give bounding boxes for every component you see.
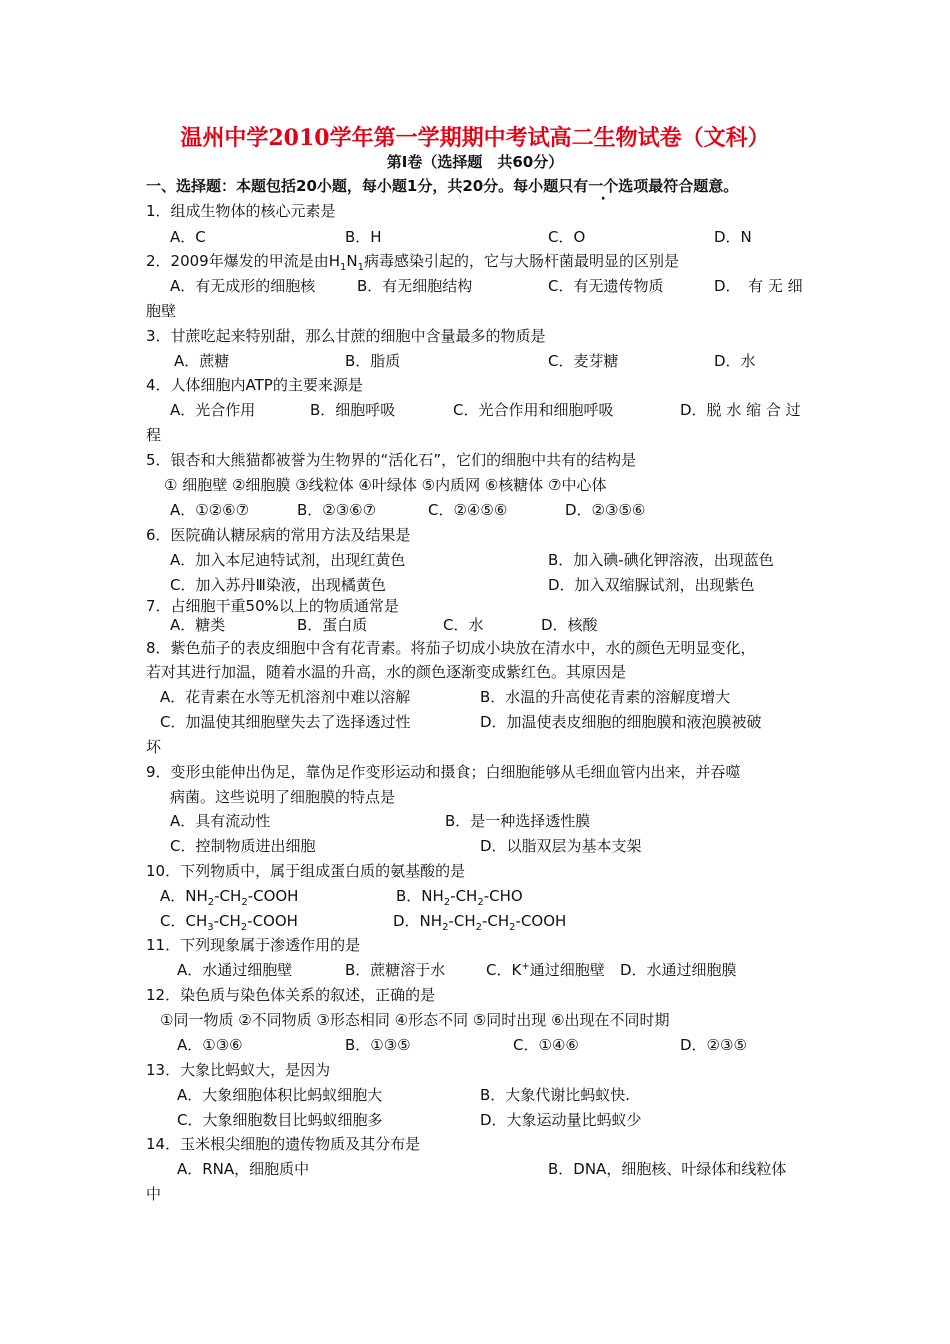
q10-option-d: D．$NH_2-CH_2-CH_2$-COOH xyxy=(393,912,567,933)
q9-option-b: B．是一种选择透性膜 xyxy=(445,812,591,830)
q1-option-c: C．O xyxy=(548,228,586,246)
q14-option-b: B．DNA，细胞核、叶绿体和线粒体 xyxy=(548,1160,787,1178)
q12-option-b: B．①③⑤ xyxy=(345,1036,411,1054)
q11-option-a: A．水通过细胞壁 xyxy=(177,961,293,979)
q2-option-a: A．有无成形的细胞核 xyxy=(170,277,316,295)
q1-option-b: B．H xyxy=(345,228,382,246)
q9-option-d: D．以脂双层为基本支架 xyxy=(480,837,642,855)
q3-option-a: A．蔗糖 xyxy=(174,352,230,370)
q8-option-d-continued: 坏 xyxy=(146,738,162,756)
q8-option-b: B．水温的升高使花青素的溶解度增大 xyxy=(480,688,731,706)
q10-option-c: C．$CH_3-CH_2$-COOH xyxy=(160,912,298,933)
emphasis-marked-text: 一个 xyxy=(588,177,619,195)
q1-stem: 1．组成生物体的核心元素是 xyxy=(146,202,336,220)
paper-subtitle: 第Ⅰ卷（选择题 共60分） xyxy=(386,153,564,171)
q3-option-b: B．脂质 xyxy=(345,352,401,370)
q1-option-a: A．C xyxy=(170,228,206,246)
q8-stem-line2: 若对其进行加温，随着水温的升高，水的颜色逐渐变成紫红色。其原因是 xyxy=(146,663,627,681)
q14-option-b-continued: 中 xyxy=(146,1185,162,1203)
q3-option-d: D．水 xyxy=(714,352,756,370)
q12-option-a: A．①③⑥ xyxy=(177,1036,243,1054)
q12-option-c: C．①④⑥ xyxy=(513,1036,579,1054)
q13-stem: 13．大象比蚂蚁大，是因为 xyxy=(146,1061,331,1079)
q13-option-b: B．大象代谢比蚂蚁快. xyxy=(480,1086,631,1104)
q12-option-d: D．②③⑤ xyxy=(680,1036,747,1054)
q8-option-c: C．加温使其细胞壁失去了选择透过性 xyxy=(160,713,411,731)
q11-option-b: B．蔗糖溶于水 xyxy=(345,961,446,979)
q10-option-a: A．$NH_2-CH_2$-COOH xyxy=(160,887,299,908)
q2-stem: 2．2009年爆发的甲流是由$H_1N_1$病毒感染引起的，它与大肠杆菌最明显的区别是 xyxy=(146,252,679,273)
q9-option-a: A．具有流动性 xyxy=(170,812,271,830)
q2-option-b: B．有无细胞结构 xyxy=(357,277,473,295)
q3-stem: 3．甘蔗吃起来特别甜，那么甘蔗的细胞中含量最多的物质是 xyxy=(146,327,546,345)
q12-items: ①同一物质 ②不同物质 ③形态相同 ④形态不同 ⑤同时出现 ⑥出现在不同时期 xyxy=(160,1011,670,1029)
q1-option-d: D．N xyxy=(714,228,752,246)
q2-option-c: C．有无遗传物质 xyxy=(548,277,664,295)
q4-option-c: C．光合作用和细胞呼吸 xyxy=(453,401,614,419)
q5-option-d: D．②③⑤⑥ xyxy=(565,501,646,519)
q6-option-c: C．加入苏丹Ⅲ染液，出现橘黄色 xyxy=(170,576,386,594)
q3-option-c: C．麦芽糖 xyxy=(548,352,619,370)
q6-option-d: D．加入双缩脲试剂，出现紫色 xyxy=(548,576,755,594)
q6-option-a: A．加入本尼迪特试剂，出现红黄色 xyxy=(170,551,406,569)
page-title: 温州中学2010学年第一学期期中考试高二生物试卷（文科） xyxy=(180,125,770,151)
q8-option-d: D．加温使表皮细胞的细胞膜和液泡膜被破 xyxy=(480,713,762,731)
q7-option-a: A．糖类 xyxy=(170,616,226,634)
q9-stem-line1: 9．变形虫能伸出伪足，靠伪足作变形运动和摄食；白细胞能够从毛细血管内出来，并吞噬 xyxy=(146,763,741,781)
section-heading: 一、选择题：本题包括20小题，每小题1分，共20分。每小题只有一个选项最符合题意。 xyxy=(146,177,739,195)
q5-option-a: A．①②⑥⑦ xyxy=(170,501,250,519)
q4-option-b: B．细胞呼吸 xyxy=(310,401,396,419)
q11-option-d: D．水通过细胞膜 xyxy=(620,961,737,979)
q7-option-d: D．核酸 xyxy=(541,616,598,634)
q6-stem: 6．医院确认糖尿病的常用方法及结果是 xyxy=(146,526,411,544)
q9-option-c: C．控制物质进出细胞 xyxy=(170,837,316,855)
q12-stem: 12．染色质与染色体关系的叙述，正确的是 xyxy=(146,986,436,1004)
q4-stem: 4．人体细胞内ATP的主要来源是 xyxy=(146,376,363,394)
q5-option-c: C．②④⑤⑥ xyxy=(428,501,508,519)
q11-option-c: C．K+通过细胞壁 xyxy=(486,961,605,979)
q10-option-b: B．$NH_2-CH_2$-CHO xyxy=(396,887,523,908)
q4-option-a: A．光合作用 xyxy=(170,401,256,419)
q4-option-d-continued: 程 xyxy=(146,426,162,444)
q2-option-d: D． 有 无 细 xyxy=(714,277,803,295)
q5-option-b: B．②③⑥⑦ xyxy=(297,501,377,519)
q10-stem: 10．下列物质中，属于组成蛋白质的氨基酸的是 xyxy=(146,862,466,880)
q7-option-c: C．水 xyxy=(443,616,484,634)
q9-stem-line2: 病菌。这些说明了细胞膜的特点是 xyxy=(170,788,396,806)
q7-option-b: B．蛋白质 xyxy=(297,616,368,634)
q4-option-d: D．脱 水 缩 合 过 xyxy=(680,401,801,419)
q14-stem: 14．玉米根尖细胞的遗传物质及其分布是 xyxy=(146,1135,421,1153)
q13-option-d: D．大象运动量比蚂蚁少 xyxy=(480,1111,642,1129)
q5-stem: 5．银杏和大熊猫都被誉为生物界的“活化石”，它们的细胞中共有的结构是 xyxy=(146,451,637,469)
q13-option-c: C．大象细胞数目比蚂蚁细胞多 xyxy=(177,1111,383,1129)
q11-stem: 11．下列现象属于渗透作用的是 xyxy=(146,936,361,954)
q8-option-a: A．花青素在水等无机溶剂中难以溶解 xyxy=(160,688,411,706)
q14-option-a: A．RNA，细胞质中 xyxy=(177,1160,310,1178)
q5-items: ① 细胞壁 ②细胞膜 ③线粒体 ④叶绿体 ⑤内质网 ⑥核糖体 ⑦中心体 xyxy=(164,476,607,494)
q7-stem: 7．占细胞干重50%以上的物质通常是 xyxy=(146,597,399,615)
q2-option-d-continued: 胞壁 xyxy=(146,302,177,320)
q13-option-a: A．大象细胞体积比蚂蚁细胞大 xyxy=(177,1086,383,1104)
q6-option-b: B．加入碘-碘化钾溶液，出现蓝色 xyxy=(548,551,774,569)
q8-stem-line1: 8．紫色茄子的表皮细胞中含有花青素。将茄子切成小块放在清水中，水的颜色无明显变化， xyxy=(146,639,756,657)
